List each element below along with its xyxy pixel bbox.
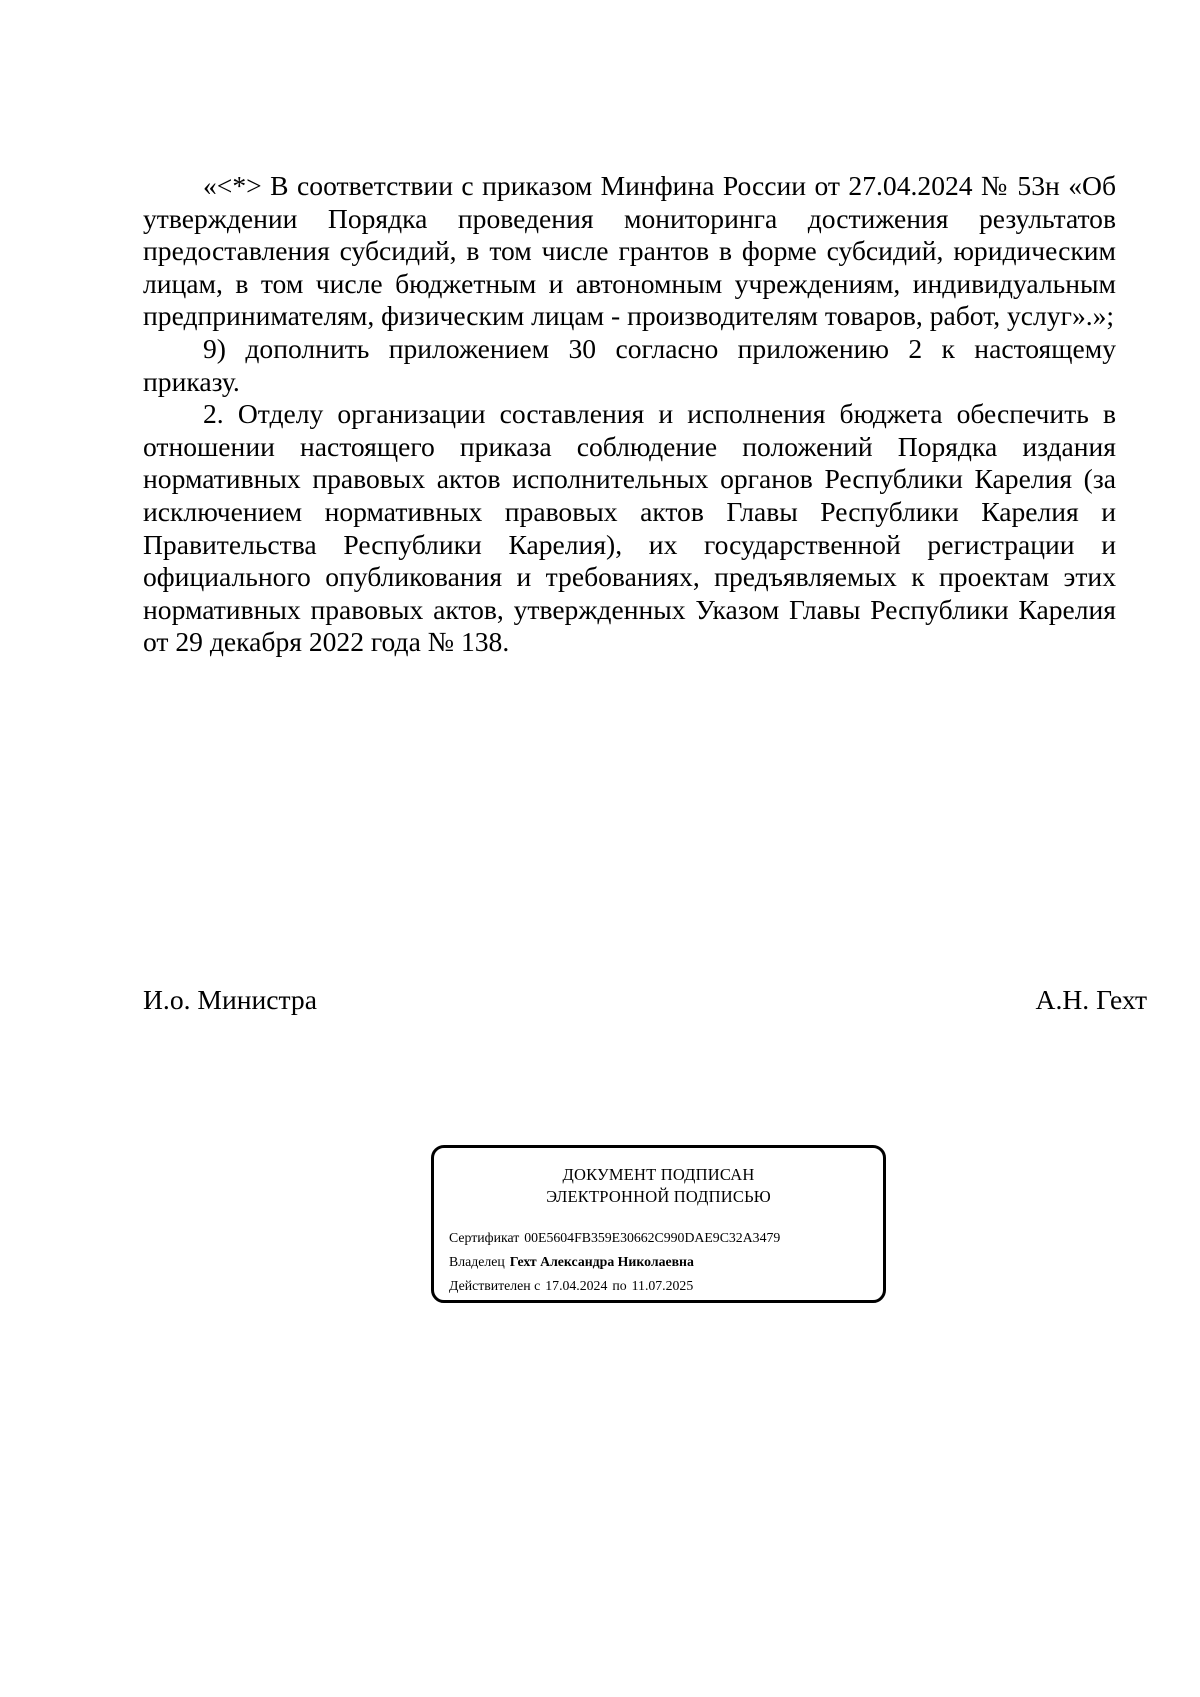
stamp-details — [449, 1226, 780, 1298]
stamp-title-line-1: ДОКУМЕНТ ПОДПИСАН — [562, 1165, 755, 1184]
document-body — [143, 170, 1116, 659]
valid-from-label: Действителен с — [449, 1278, 541, 1293]
stamp-title — [434, 1164, 883, 1208]
signer-name: А.Н. Гехт — [1035, 984, 1147, 1015]
electronic-signature-stamp — [431, 1145, 886, 1303]
certificate-row — [449, 1226, 780, 1250]
valid-to-value: 11.07.2025 — [631, 1278, 694, 1293]
stamp-title-line-2: ЭЛЕКТРОННОЙ ПОДПИСЬЮ — [546, 1187, 771, 1206]
validity-row — [449, 1274, 780, 1298]
valid-to-label: по — [612, 1278, 627, 1293]
owner-value: Гехт Александра Николаевна — [509, 1254, 694, 1269]
signature-block — [143, 984, 1147, 1024]
paragraph-footnote: «<*> В соответствии с приказом Минфина России от 27.04.2024 № 53н «Об утверждении Порядка проведения мониторинга достижения результатов предоставления субсидий, в том числе грантов в форме субсидий, юридическим лицам, в том числе бюджетным и автономным учреждениям, индивидуальным предпринимателям, физическим лицам - производителям товаров, работ, услуг».»; — [143, 170, 1116, 332]
owner-label: Владелец — [449, 1254, 505, 1269]
paragraph-item-2: 2. Отделу организации составления и исполнения бюджета обеспечить в отношении настоящего приказа соблюдение положений Порядка издания нормативных правовых актов исполнительных органов Республики Карелия (за исключением нормативных правовых актов Главы Республики Карелия и Правительства Республики Карелия), их государственной регистрации и официального опубликования и требованиях, предъявляемых к проектам этих нормативных правовых актов, утвержденных Указом Главы Республики Карелия от 29 декабря 2022 года № 138. — [143, 398, 1116, 658]
certificate-value: 00E5604FB359E30662C990DAE9C32A3479 — [524, 1230, 781, 1245]
signer-position: И.о. Министра — [143, 984, 317, 1015]
certificate-label: Сертификат — [449, 1230, 520, 1245]
valid-from-value: 17.04.2024 — [545, 1278, 608, 1293]
paragraph-item-9: 9) дополнить приложением 30 согласно приложению 2 к настоящему приказу. — [143, 332, 1116, 397]
owner-row — [449, 1250, 780, 1274]
